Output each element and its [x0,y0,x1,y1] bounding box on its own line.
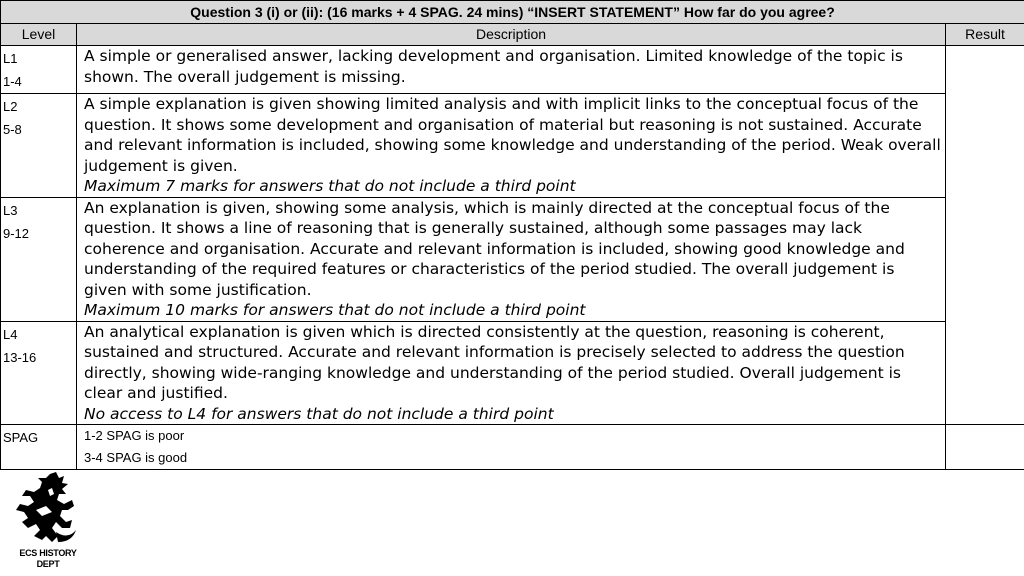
level-marks: 1-4 [3,74,22,89]
max-marks-note: Maximum 10 marks for answers that do not include a third point [84,301,586,319]
spag-result-cell[interactable] [946,425,1024,470]
level-label: L4 [3,326,18,342]
max-marks-note: No access to L4 for answers that do not include a third point [84,404,554,423]
table-row [1,197,1024,321]
description-cell [77,321,946,425]
table-row [1,321,1024,425]
level-cell [1,197,77,321]
level-marks: 9-12 [3,225,30,241]
spag-line: 1-2 SPAG is poor [84,428,185,443]
logo-caption [12,548,84,570]
level-marks: 5-8 [3,122,22,137]
result-cell[interactable] [946,46,1024,425]
logo-line2: DEPT [36,559,60,569]
description-text: A simple explanation is given showing limited analysis and with implicit links to the conceptual focus of the question. It shows some development and organisation of material but reasoning is not sustained. Accurate and relevant information is included, showing some knowledge and understanding of the period. Weak overall judgement is given. [84,95,941,175]
spag-label: SPAG [3,430,39,445]
department-logo [12,470,84,570]
level-cell [1,94,77,198]
spag-line: 3-4 SPAG is good [84,450,188,465]
spag-description-cell [77,425,946,470]
level-label: L3 [3,202,18,218]
level-cell [1,321,77,425]
header-row [1,24,1024,46]
header-result: Result [946,24,1024,46]
level-label: L2 [3,99,18,114]
description-cell [77,94,946,198]
question-title: Question 3 (i) or (ii): (16 marks + 4 SPAG. 24 mins) “INSERT STATEMENT” How far do you agree? [1,1,1024,24]
description-text: An analytical explanation is given which is directed consistently at the question, reasoning is coherent, sustained and structured. Accurate and relevant information is precisely selected to address the question directly, showing wide-ranging knowledge and understanding of the period studied. Overall judgement is clear and justified. [84,322,905,402]
description-cell [77,197,946,321]
description-text: A simple or generalised answer, lacking development and organisation. Limited knowledge of the topic is shown. The overall judgement is missing. [84,47,903,86]
spag-label-cell [1,425,77,470]
header-level: Level [1,24,77,46]
level-cell [1,46,77,94]
max-marks-note: Maximum 7 marks for answers that do not include a third point [84,177,576,195]
spag-row [1,425,1024,470]
description-cell [77,46,946,94]
header-description: Description [77,24,946,46]
table-row [1,94,1024,198]
title-row [1,1,1024,24]
heraldic-wolf-icon [12,470,84,548]
level-label: L1 [3,51,18,66]
description-text: An explanation is given, showing some analysis, which is mainly directed at the conceptual focus of the question. It shows a line of reasoning that is generally sustained, although some passages may lack coherence and organisation. Accurate and relevant information is included, showing good knowledge and understanding of the required features or characteristics of the period studied. The overall judgement is given with some justification. [84,198,905,299]
level-marks: 13-16 [3,349,37,365]
table-row [1,46,1024,94]
logo-line1: ECS HISTORY [19,548,77,558]
